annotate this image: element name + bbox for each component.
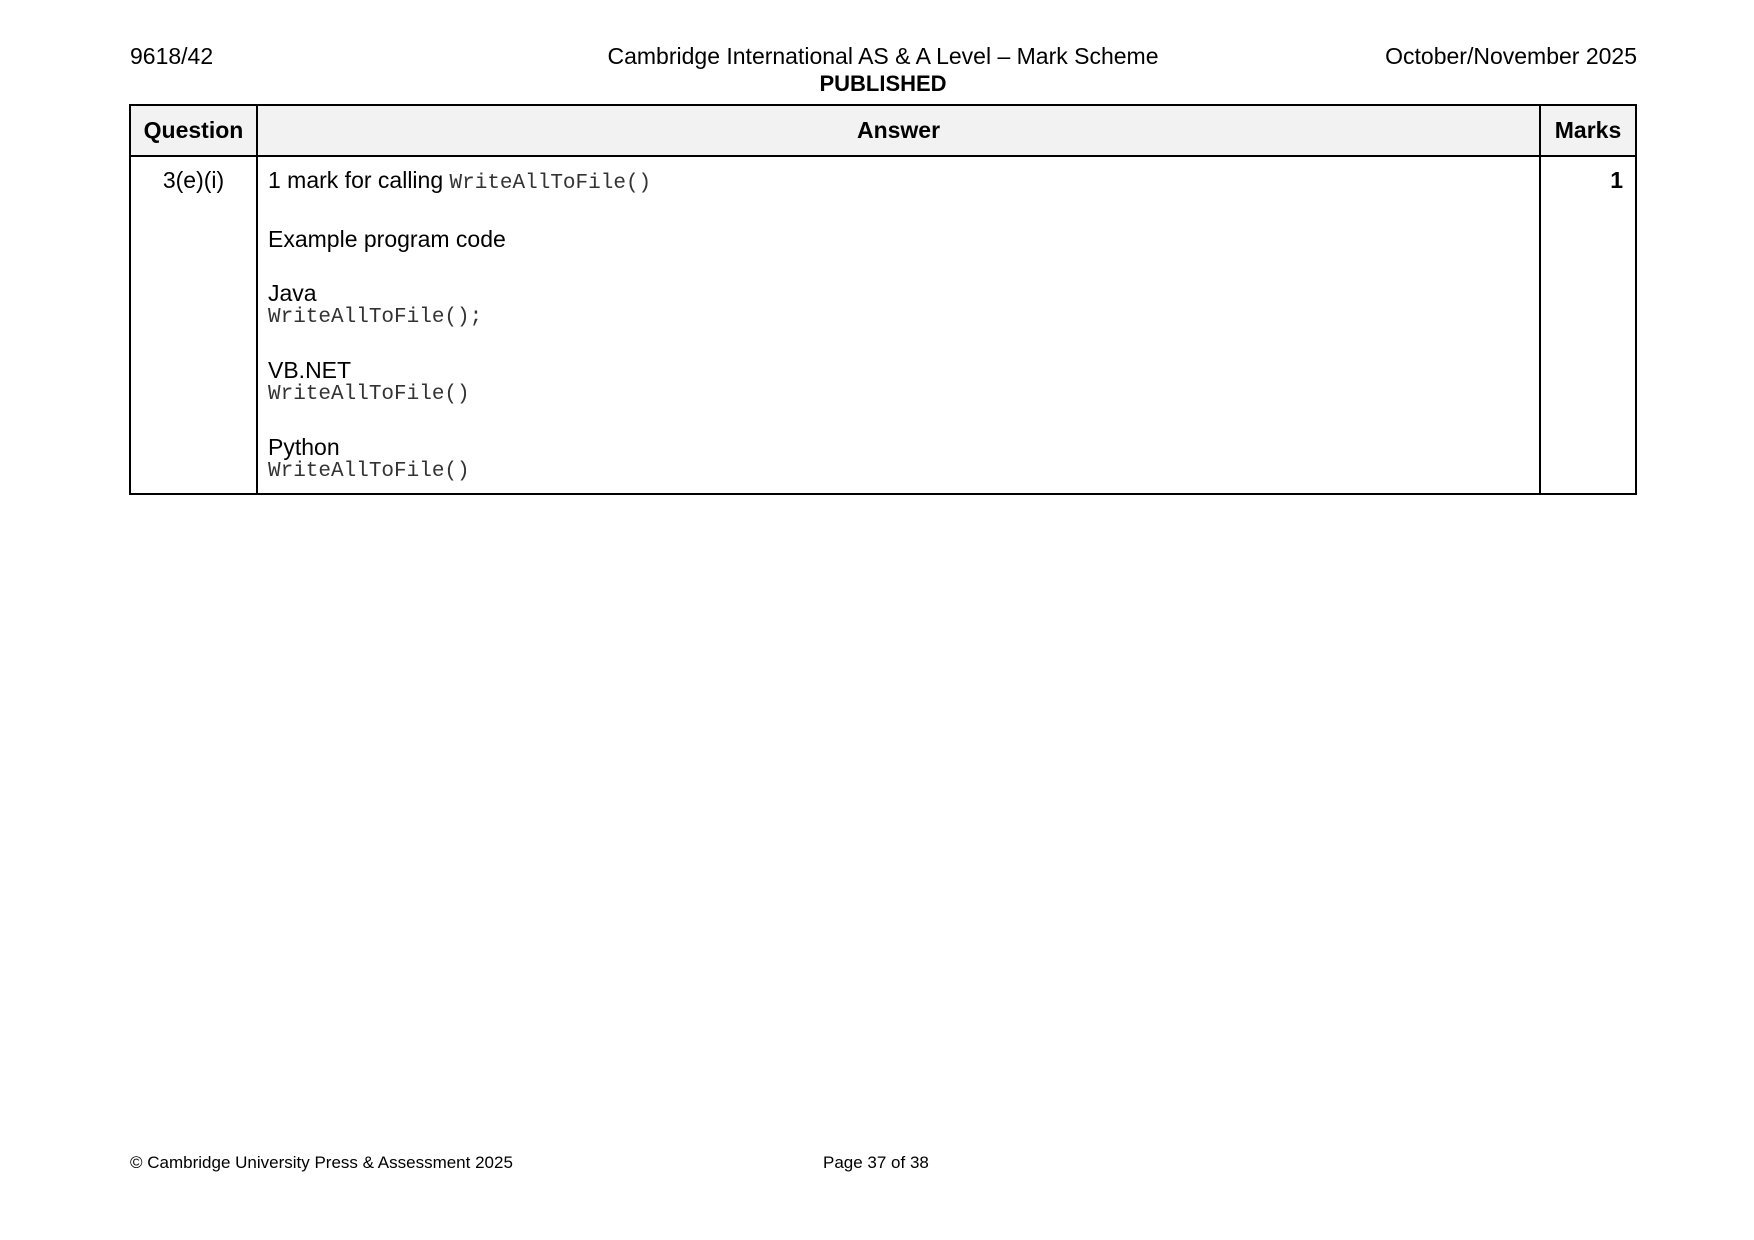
question-number: 3(e)(i) (130, 156, 257, 494)
answer-column-header: Answer (257, 105, 1540, 156)
code-snippet: WriteAllToFile() (268, 383, 470, 406)
marks-value: 1 (1540, 156, 1636, 494)
code-snippet: WriteAllToFile() (268, 460, 470, 483)
example-python (268, 435, 1529, 483)
paper-code: 9618/42 (130, 43, 214, 69)
document-title: Cambridge International AS & A Level – Mark Scheme (607, 43, 1159, 69)
mark-scheme-table (129, 104, 1637, 495)
example-vbnet (268, 358, 1529, 406)
header-title-block (600, 43, 1166, 97)
copyright-notice: © Cambridge University Press & Assessment 2025 (130, 1153, 513, 1172)
mark-criterion-code: WriteAllToFile() (449, 172, 652, 195)
question-column-header: Question (130, 105, 257, 156)
code-snippet: WriteAllToFile(); (268, 306, 483, 329)
language-label: Java (268, 280, 317, 306)
exam-session: October/November 2025 (1385, 43, 1637, 69)
example-java (268, 281, 1529, 329)
mark-criterion-text: 1 mark for calling (268, 167, 450, 193)
marks-column-header: Marks (1540, 105, 1636, 156)
answer-cell (257, 156, 1540, 494)
published-label: PUBLISHED (819, 71, 947, 96)
mark-criterion (268, 167, 1529, 197)
example-heading: Example program code (268, 226, 506, 252)
table-header-row (130, 105, 1636, 156)
page-number: Page 37 of 38 (823, 1153, 929, 1172)
table-row (130, 156, 1636, 494)
language-label: Python (268, 434, 340, 460)
language-label: VB.NET (268, 357, 352, 383)
